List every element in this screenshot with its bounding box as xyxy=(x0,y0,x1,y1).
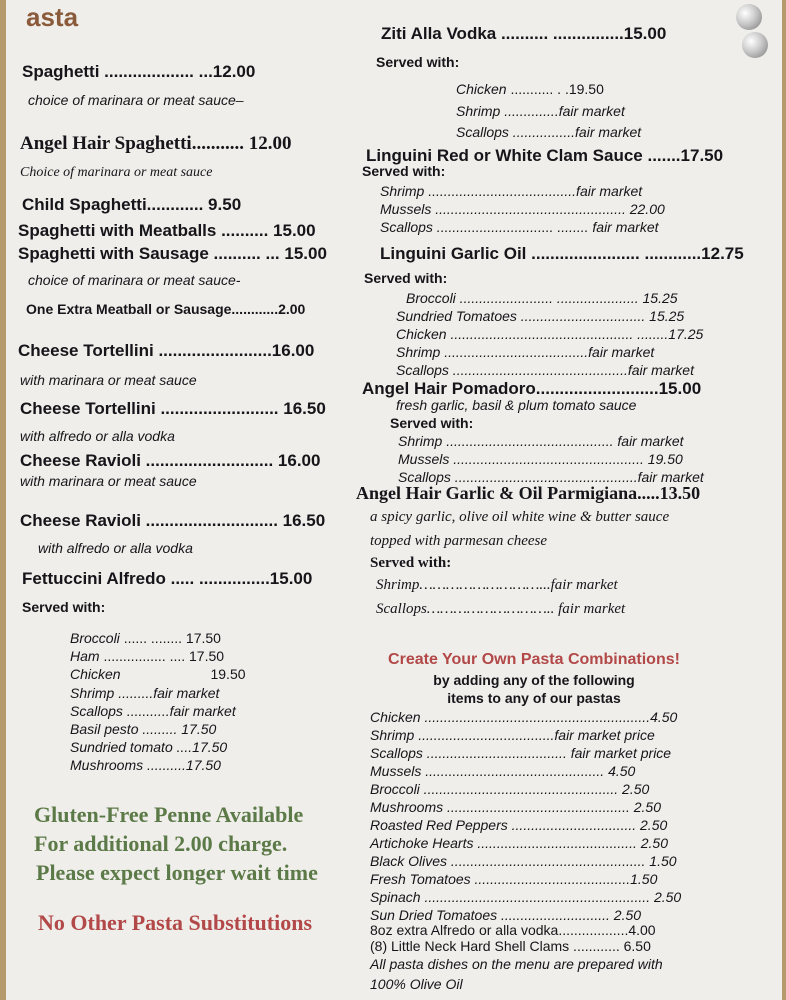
combo-item: Shrimp ...................................fair market price xyxy=(370,727,655,743)
menu-item-cheese-tortellini-alfredo: Cheese Tortellini ......................... 16.50 xyxy=(20,399,326,418)
addon-row: Chicken ........... . .19.50 xyxy=(456,81,604,97)
combo-item: Fresh Tomatoes ........................................1.50 xyxy=(370,871,658,887)
addon-row: Chicken ............................................... ........17.25 xyxy=(396,326,704,342)
push-pin-icon xyxy=(742,32,768,58)
combo-item-list xyxy=(370,708,681,924)
addon-row: Basil pesto ......... 17.50 xyxy=(70,721,217,738)
menu-item-note: a spicy garlic, olive oil white wine & butter sauce xyxy=(370,509,670,525)
combo-item: Spinach .......................................................... 2.50 xyxy=(370,889,682,905)
menu-item-note: choice of marinara or meat sauce- xyxy=(28,272,241,288)
menu-item-cheese-ravioli: Cheese Ravioli ........................... 16.00 xyxy=(20,451,321,470)
addon-row: Scallops ................fair market xyxy=(456,124,642,140)
gluten-free-charge: For additional 2.00 charge. xyxy=(34,831,288,856)
olive-oil-note: All pasta dishes on the menu are prepared with xyxy=(370,956,663,972)
menu-item-cheese-ravioli-alfredo: Cheese Ravioli ............................ 16.50 xyxy=(20,511,326,530)
addon-row: Shrimp .....................................fair market xyxy=(396,344,655,360)
menu-item-spaghetti-meatballs: Spaghetti with Meatballs .......... 15.00 xyxy=(18,221,316,240)
menu-item-note: fresh garlic, basil & plum tomato sauce xyxy=(396,397,637,413)
addon-row: Shrimp………………………...fair market xyxy=(376,577,618,593)
addon-row: Scallops ...........fair market xyxy=(70,702,236,719)
menu-item-linguini-clam: Linguini Red or White Clam Sauce .......17.50 xyxy=(366,146,724,165)
menu-item-fettuccini-alfredo: Fettuccini Alfredo ..... ...............15.00 xyxy=(22,569,313,588)
addon-row: Scallops .............................. ........ fair market xyxy=(380,219,659,235)
gluten-free-notice: Gluten-Free Penne Available xyxy=(34,802,304,827)
menu-item-note: topped with parmesan cheese xyxy=(370,533,548,549)
combo-subtitle: items to any of our pastas xyxy=(447,690,621,706)
menu-item-child-spaghetti: Child Spaghetti............ 9.50 xyxy=(22,195,242,214)
addon-row: Shrimp ........................................... fair market xyxy=(398,433,684,449)
menu-item-note: with marinara or meat sauce xyxy=(20,473,197,489)
addon-row: Scallops……………………….. fair market xyxy=(376,601,626,617)
addon-row: Mussels ................................................. 19.50 xyxy=(398,451,683,467)
served-with-label: Served with: xyxy=(370,555,452,571)
combo-item: Broccoli .................................................. 2.50 xyxy=(370,781,650,797)
combo-item: Mussels .............................................. 4.50 xyxy=(370,763,636,779)
menu-item-cheese-tortellini: Cheese Tortellini ........................16.00 xyxy=(18,341,315,360)
push-pin-icon xyxy=(736,4,762,30)
no-substitutions-notice: No Other Pasta Substitutions xyxy=(38,910,313,935)
little-neck-clams-item: (8) Little Neck Hard Shell Clams ............ 6.50 xyxy=(370,938,651,954)
addon-row: Chicken 19.50 xyxy=(70,666,246,683)
menu-item-angel-hair-spaghetti: Angel Hair Spaghetti........... 12.00 xyxy=(20,133,292,154)
served-with-label: Served with: xyxy=(376,54,460,70)
pomodoro-addon-list xyxy=(398,432,704,486)
menu-item-note: with marinara or meat sauce xyxy=(20,372,197,388)
combo-item: Artichoke Hearts ......................................... 2.50 xyxy=(370,835,668,851)
served-with-label: Served with: xyxy=(362,163,446,179)
extra-sauce-item: 8oz extra Alfredo or alla vodka..................4.00 xyxy=(370,922,656,938)
combo-item: Sun Dried Tomatoes ............................ 2.50 xyxy=(370,907,642,923)
addon-row: Shrimp ......................................fair market xyxy=(380,183,643,199)
addon-row: Scallops .............................................fair market xyxy=(396,362,694,378)
ziti-addon-list xyxy=(456,79,641,144)
gluten-free-wait: Please expect longer wait time xyxy=(36,860,318,885)
addon-row: Mushrooms ..........17.50 xyxy=(70,757,221,774)
addon-row: Mussels ................................................. 22.00 xyxy=(380,201,665,217)
menu-item-extra-meatball: One Extra Meatball or Sausage............2.00 xyxy=(26,301,306,317)
combo-item: Black Olives .................................................. 1.50 xyxy=(370,853,677,869)
menu-item-angel-hair-pomodoro: Angel Hair Pomadoro..........................15.00 xyxy=(362,379,702,398)
menu-item-note: with alfredo or alla vodka xyxy=(20,428,175,444)
parmigiana-addon-list xyxy=(376,573,625,621)
served-with-label: Served with: xyxy=(364,270,448,286)
garlic-addon-list xyxy=(396,289,703,379)
served-with-label: Served with: xyxy=(390,415,474,431)
menu-item-spaghetti-sausage: Spaghetti with Sausage .......... ... 15.00 xyxy=(18,244,327,263)
served-with-label: Served with: xyxy=(22,599,106,615)
menu-item-note: Choice of marinara or meat sauce xyxy=(20,165,213,180)
olive-oil-note: 100% Olive Oil xyxy=(370,976,463,992)
section-title-pasta: asta xyxy=(26,2,79,32)
clam-addon-list xyxy=(380,182,665,236)
combo-item: Chicken ..........................................................4.50 xyxy=(370,709,678,725)
addon-row: Shrimp ..............fair market xyxy=(456,102,625,119)
menu-item-linguini-garlic-oil: Linguini Garlic Oil ....................... ............12.75 xyxy=(380,244,744,263)
menu-item-spaghetti: Spaghetti ................... ...12.00 xyxy=(22,62,256,81)
combo-item: Roasted Red Peppers ................................ 2.50 xyxy=(370,817,668,833)
menu-item-ziti-vodka: Ziti Alla Vodka .......... ...............15.00 xyxy=(381,24,667,43)
addon-row: Sundried tomato ....17.50 xyxy=(70,739,228,756)
addon-row: Broccoli ...... ........ 17.50 xyxy=(70,630,221,646)
combo-item: Scallops .................................... fair market price xyxy=(370,745,672,761)
menu-item-note: choice of marinara or meat sauce– xyxy=(28,92,244,108)
menu-item-note: with alfredo or alla vodka xyxy=(38,540,193,556)
addon-row: Sundried Tomatoes ................................ 15.25 xyxy=(396,308,685,324)
combo-item: Mushrooms ............................................... 2.50 xyxy=(370,799,661,815)
addon-row: Broccoli ........................ ..................... 15.25 xyxy=(406,290,678,306)
addon-row: Shrimp .........fair market xyxy=(70,684,220,701)
combo-title: Create Your Own Pasta Combinations! xyxy=(388,651,680,668)
menu-item-angel-hair-parmigiana: Angel Hair Garlic & Oil Parmigiana.....13.50 xyxy=(356,483,701,503)
combo-subtitle: by adding any of the following xyxy=(433,672,635,688)
addon-row: Ham ................ .... 17.50 xyxy=(70,648,225,665)
fettuccini-addon-list xyxy=(70,629,246,775)
addon-row: Scallops ...............................................fair market xyxy=(398,469,704,485)
